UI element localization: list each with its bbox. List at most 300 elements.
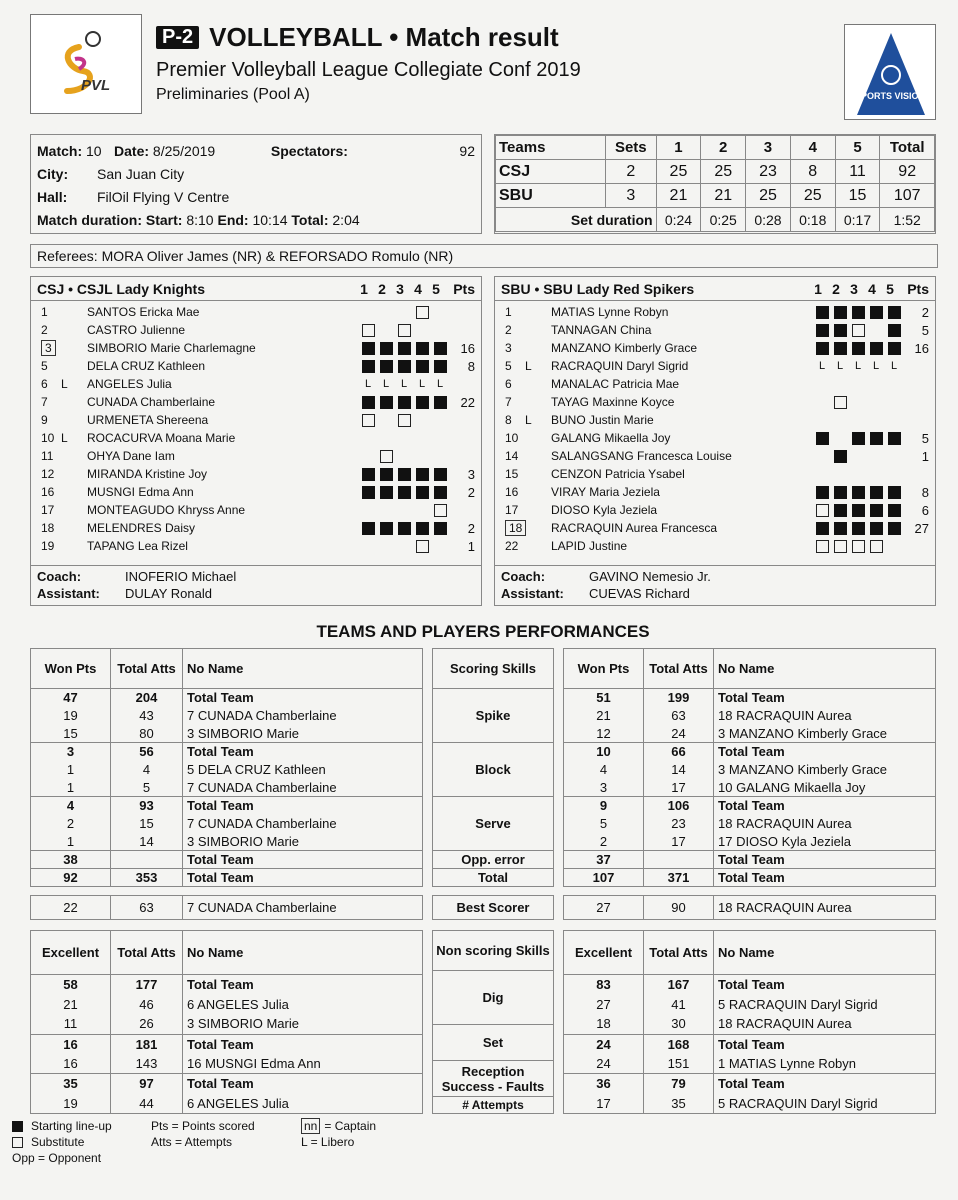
player-number: 2 [41,323,48,337]
sets-header: 4 [790,136,835,160]
player-name: MONTEAGUDO Khryss Anne [87,503,246,517]
set-cell [849,449,867,463]
player-number: 12 [41,467,55,481]
player-number: 16 [41,485,55,499]
set-cell [885,377,903,391]
player-row [31,483,481,501]
player-name: ROCACURVA Moana Marie [87,431,236,445]
starter-square-icon [377,395,395,409]
sets-table [494,134,936,234]
player-name: MATIAS Lynne Robyn [551,305,669,319]
set-cell [813,449,831,463]
starter-square-icon [377,467,395,481]
set-cell: L [436,378,444,390]
pvl-logo [30,14,142,114]
set-cell: L [836,360,844,372]
performance-table: Won Pts Total Atts No Name 47 204 Total Team 19 43 7 CUNADA Chamberlaine 15 80 3 SIMBORIO Marie 3 56 Total Team 1 4 5 DELA CRUZ Kathleen 1 5 7 CUNADA Chamberlaine 4 93 Total Team 2 15 7 CUNADA Chamberlaine 1 14 3 SIMBORIO Marie 38 Total Team 92 353 Total Team [30,648,423,887]
set-cell [395,539,413,553]
performance-row: 12 24 3 MANZANO Kimberly Grace [564,725,936,743]
set-cell [359,305,377,319]
set-cell [431,323,449,337]
set-cell [413,503,431,517]
set-cell: L [890,360,898,372]
skill-label: Total [433,869,554,887]
performance-row: 18 30 18 RACRAQUIN Aurea [564,1014,936,1034]
player-number: 17 [505,503,519,517]
spectators-label: Spectators: [270,142,348,159]
starter-square-icon [359,341,377,355]
starter-square-icon [813,305,831,319]
performance-row: 36 79 Total Team [564,1074,936,1094]
set-cell [413,413,431,427]
coach-name: INOFERIO Michael [125,569,237,584]
sets-header: Sets [606,136,657,160]
player-number: 5 [41,359,48,373]
performance-row: 19 44 6 ANGELES Julia [31,1094,423,1114]
performance-row: 2 17 17 DIOSO Kyla Jeziela [564,833,936,851]
start-label: Start: [145,211,183,228]
set-cell [431,431,449,445]
performance-table: Excellent Total Atts No Name 83 167 Total Team 27 41 5 RACRAQUIN Daryl Sigrid 18 30 18 RACRAQUIN Aurea 24 168 Total Team 24 151 1 MATIAS Lynne Robyn 36 79 Total Team 17 35 5 RACRAQUIN Daryl Sigrid [563,930,936,1114]
starter-square-icon [413,341,431,355]
player-name: CENZON Patricia Ysabel [551,467,685,481]
set-cell [377,431,395,445]
performance-row: 92 353 Total Team [31,869,423,887]
player-name: CUNADA Chamberlaine [87,395,216,409]
performance-row: 47 204 Total Team [31,689,423,707]
hall-label: Hall: [37,188,68,205]
player-name: DELA CRUZ Kathleen [87,359,206,373]
player-name: TAYAG Maxinne Koyce [551,395,675,409]
set-cell [885,395,903,409]
performance-row: 10 66 Total Team [564,743,936,761]
player-number: 19 [41,539,55,553]
performance-row: 51 199 Total Team [564,689,936,707]
sets-header: Teams [496,136,606,160]
starter-square-icon [849,305,867,319]
player-row [31,447,481,465]
player-row [495,393,935,411]
best-scorer-table: 22 63 7 CUNADA Chamberlaine [30,895,423,920]
starter-square-icon [813,341,831,355]
set-cell [431,449,449,463]
performance-row: 19 43 7 CUNADA Chamberlaine [31,707,423,725]
starter-square-icon [431,341,449,355]
starter-square-icon [413,359,431,373]
set-cell [377,323,395,337]
set-cell [377,539,395,553]
stage-name: Preliminaries (Pool A) [156,86,310,103]
player-points: 16 [460,340,475,356]
libero-mark: L [525,413,532,427]
performance-row: 58 177 Total Team [31,975,423,995]
set-cell [359,449,377,463]
assistant-name: CUEVAS Richard [589,586,690,601]
set-cell [867,413,885,427]
substitute-square-icon [831,395,849,409]
starter-square-icon [359,395,377,409]
player-points: 1 [467,538,475,554]
starter-square-icon [831,341,849,355]
player-number: 2 [505,323,512,337]
player-row [495,375,935,393]
set-cell [885,467,903,481]
team-name: CSJ • CSJL Lady Knights [37,280,206,297]
player-points: 22 [460,394,475,410]
performance-table: Won Pts Total Atts No Name 51 199 Total Team 21 63 18 RACRAQUIN Aurea 12 24 3 MANZANO Kimberly Grace 10 66 Total Team 4 14 3 MANZANO Kimberly Grace 3 17 10 GALANG Mikaella Joy 9 106 Total Team 5 23 18 RACRAQUIN Aurea 2 17 17 DIOSO Kyla Jeziela 37 Total Team 107 371 Total Team [563,648,936,887]
starter-square-icon [431,359,449,373]
starter-square-icon [849,503,867,517]
starter-square-icon [413,395,431,409]
match-number: 10 [86,142,102,159]
set-cell [395,431,413,445]
player-number: 17 [41,503,55,517]
player-points: 5 [921,430,929,446]
performance-row: 1 5 7 CUNADA Chamberlaine [31,779,423,797]
set-cell [413,431,431,445]
substitute-square-icon [377,449,395,463]
performance-table: Excellent Total Atts No Name 58 177 Total Team 21 46 6 ANGELES Julia 11 26 3 SIMBORIO Marie 16 181 Total Team 16 143 16 MUSNGI Edma Ann 35 97 Total Team 19 44 6 ANGELES Julia [30,930,423,1114]
player-number: 11 [41,449,54,463]
set-cell [849,377,867,391]
starter-square-icon [849,521,867,535]
player-number: 22 [505,539,519,553]
player-name: MANALAC Patricia Mae [551,377,680,391]
match-info [30,134,482,234]
starter-square-icon [377,359,395,373]
set-cell [377,413,395,427]
substitute-square-icon [359,413,377,427]
starter-square-icon [831,323,849,337]
player-name: BUNO Justin Marie [551,413,654,427]
player-row [495,483,935,501]
player-number: 1 [505,305,512,319]
set-cell: L [872,360,880,372]
player-row [495,429,935,447]
player-name: GALANG Mikaella Joy [551,431,671,445]
player-name: MELENDRES Daisy [87,521,196,535]
starter-square-icon [885,521,903,535]
player-row [31,411,481,429]
team-name: SBU • SBU Lady Red Spikers [501,280,695,297]
starter-square-icon [431,395,449,409]
sets-header: 3 [746,136,791,160]
player-number: 7 [505,395,512,409]
substitute-square-icon [413,305,431,319]
starter-square-icon [377,521,395,535]
substitute-square-icon [813,503,831,517]
city: San Juan City [97,165,185,182]
best-scorer-table: 27 90 18 RACRAQUIN Aurea [563,895,936,920]
player-name: RACRAQUIN Aurea Francesca [551,521,718,535]
logo-text: PVL [81,77,111,94]
player-name: TANNAGAN China [551,323,652,337]
set-cell [885,539,903,553]
performance-title: TEAMS AND PLAYERS PERFORMANCES [316,622,650,641]
set-cell: L [400,378,408,390]
performance-row: 3 17 10 GALANG Mikaella Joy [564,779,936,797]
duration-label: Match duration: [37,211,142,228]
performance-row: 21 63 18 RACRAQUIN Aurea [564,707,936,725]
player-row [495,411,935,429]
player-row [31,357,481,375]
skill-label: Serve [433,797,554,851]
performance-section [30,648,936,1114]
starter-square-icon [831,449,849,463]
performance-row: 4 93 Total Team [31,797,423,815]
set-cell [431,413,449,427]
starter-square-icon [867,431,885,445]
player-number: 9 [41,413,48,427]
set-cell [867,377,885,391]
set-cell [359,431,377,445]
set-cell: L [818,360,826,372]
player-points: 2 [467,520,475,536]
header [30,8,936,126]
player-number: 7 [41,395,48,409]
end-label: End: [217,211,249,228]
assistant-name: DULAY Ronald [125,586,212,601]
starter-square-icon [813,323,831,337]
skill-label: Opp. error [433,851,554,869]
triangle-logo-icon [855,31,927,117]
skills-column: Scoring Skills Spike Block Serve Opp. error Total [432,648,554,887]
player-list [495,301,935,565]
player-row [495,447,935,465]
team1-roster: CSJ • CSJL Lady Knights 1 2 3 4 5 Pts 1 SANTOS Ericka Mae 2 CASTRO Julienne 3 SIMBORIO Marie Charlemagne 16 5 DELA CRUZ Kathleen 8 6 L ANGELES Julia L L L L L 7 CUNADA Chamberlaine 22 9 URMENETA Shereena 10 L ROCACURVA Moana Marie 11 OHYA Dane Iam 12 MIRANDA Kristine Joy 3 16 MUSNGI Edma Ann 2 17 MONTEAGUDO Khryss Anne 18 MELENDRES Daisy 2 19 TAPANG Lea Rizel 1 Coach: INOFERIO Michael Assistant: DULAY Ronald [30,276,482,606]
starter-square-icon [359,467,377,481]
starter-square-icon [413,485,431,499]
sports-vision-logo [844,24,936,120]
set-cell [885,449,903,463]
player-points: 3 [467,466,475,482]
player-row [31,303,481,321]
set-cell [395,449,413,463]
player-number: 14 [505,449,519,463]
sets-header: 1 [656,136,701,160]
set-cell [359,503,377,517]
starter-square-icon [867,305,885,319]
player-number: 18 [495,521,545,535]
skill-label: Block [433,743,554,797]
total-label: Total: [291,211,329,228]
performance-row: 38 Total Team [31,851,423,869]
sets-header: Total [880,136,935,160]
city-label: City: [37,165,69,182]
match-date: 8/25/2019 [152,142,216,159]
starter-square-icon [359,485,377,499]
set-cell [813,377,831,391]
player-number: 8 L [505,413,532,427]
player-points: 8 [467,358,475,374]
starter-square-icon [431,485,449,499]
player-row [31,375,481,393]
coach-info: Coach: INOFERIO Michael Assistant: DULAY Ronald [31,565,481,605]
set-cell [813,395,831,409]
starter-square-icon [395,395,413,409]
player-number: 18 [41,521,55,535]
performance-row: 9 106 Total Team [564,797,936,815]
set-cell [377,305,395,319]
set-cell [885,413,903,427]
start-time: 8:10 [186,211,214,228]
end-time: 10:14 [252,211,288,228]
starter-square-icon [431,521,449,535]
player-points: 16 [914,340,929,356]
player-row [495,303,935,321]
league-name: Premier Volleyball League Collegiate Conf 2019 [156,59,581,81]
skill-label: Set [433,1025,554,1061]
starter-square-icon [395,467,413,481]
player-name: MANZANO Kimberly Grace [551,341,698,355]
player-row [495,537,935,555]
starter-square-icon [885,485,903,499]
player-row [495,339,935,357]
libero-mark: L [61,431,68,445]
performance-row: 11 26 3 SIMBORIO Marie [31,1014,423,1034]
player-points: 8 [921,484,929,500]
player-name: ANGELES Julia [87,377,172,391]
substitute-square-icon [431,503,449,517]
set-cell [813,413,831,427]
starter-square-icon [395,521,413,535]
starter-square-icon [377,485,395,499]
player-name: LAPID Justine [551,539,628,553]
skill-label: Reception Success - Faults [433,1061,554,1097]
substitute-square-icon [359,323,377,337]
skill-label: Spike [433,689,554,743]
starter-square-icon [831,485,849,499]
performance-row: 35 97 Total Team [31,1074,423,1094]
substitute-square-icon [831,539,849,553]
substitute-square-icon [867,539,885,553]
team-score-row: CSJ 2 25 25 23 8 11 92 [496,160,935,184]
player-row [495,501,935,519]
page-badge: P-2 [156,26,199,49]
starter-square-icon [867,503,885,517]
starter-square-icon [867,485,885,499]
referees: Referees: MORA Oliver James (NR) & REFORSADO Romulo (NR) [30,244,938,268]
performance-row: 3 56 Total Team [31,743,423,761]
performance-row: 16 181 Total Team [31,1034,423,1054]
player-name: DIOSO Kyla Jeziela [551,503,658,517]
starter-square-icon [831,305,849,319]
performance-row: 1 4 5 DELA CRUZ Kathleen [31,761,423,779]
set-cell [413,323,431,337]
player-name: MIRANDA Kristine Joy [87,467,208,481]
player-points: 2 [921,304,929,320]
player-number: 3 [31,341,81,355]
starter-square-icon [849,431,867,445]
player-name: SANTOS Ericka Mae [87,305,200,319]
starter-square-icon [813,431,831,445]
starter-square-icon [885,305,903,319]
set-cell [395,305,413,319]
set-cell [831,377,849,391]
team-score-row: SBU 3 21 21 25 25 15 107 [496,184,935,208]
player-number: 10 L [41,431,68,445]
set-cell [867,323,885,337]
starter-square-icon [867,521,885,535]
starter-square-icon [885,323,903,337]
starter-square-icon [885,341,903,355]
set-cell [413,449,431,463]
libero-mark: L [61,377,68,391]
set-cell: L [382,378,390,390]
performance-row: 83 167 Total Team [564,975,936,995]
set-cell [867,449,885,463]
set-cell: L [364,378,372,390]
starter-square-icon [395,485,413,499]
performance-row: 24 168 Total Team [564,1034,936,1054]
player-name: SALANGSANG Francesca Louise [551,449,732,463]
sets-header: 2 [701,136,746,160]
set-cell [377,503,395,517]
player-row [31,519,481,537]
set-cell [831,431,849,445]
player-row [31,321,481,339]
player-number: 1 [41,305,48,319]
performance-row: 15 80 3 SIMBORIO Marie [31,725,423,743]
player-name: CASTRO Julienne [87,323,186,337]
set-duration-row: Set duration 0:24 0:25 0:28 0:18 0:17 1:52 [496,208,935,232]
player-number: 3 [505,341,512,355]
player-number: 15 [505,467,519,481]
performance-row: 24 151 1 MATIAS Lynne Robyn [564,1054,936,1074]
set-cell [867,395,885,409]
starter-square-icon [359,359,377,373]
hall: FilOil Flying V Centre [97,188,230,205]
set-cell [395,503,413,517]
player-name: URMENETA Shereena [87,413,209,427]
page-title: VOLLEYBALL • Match result [209,22,559,52]
starter-square-icon [885,431,903,445]
starting-square-icon [12,1121,23,1132]
legend: Starting line-up Pts = Points scored nn = Captain Substitute Atts = Attempts L = Libero Opp = Opponent [12,1119,377,1165]
player-points: 2 [467,484,475,500]
performance-row: 21 46 6 ANGELES Julia [31,994,423,1014]
skills-column: Non scoring Skills Dig Set Reception Success - Faults # Attempts [432,930,554,1114]
match-label: Match: [37,142,83,159]
starter-square-icon [849,485,867,499]
starter-square-icon [413,467,431,481]
substitute-square-icon [395,413,413,427]
player-row [495,321,935,339]
player-list [31,301,481,565]
player-row [31,537,481,555]
starter-square-icon [849,341,867,355]
coach-info: Coach: GAVINO Nemesio Jr. Assistant: CUEVAS Richard [495,565,935,605]
player-number: 5 L [505,359,532,373]
set-cell [359,539,377,553]
set-cell [431,539,449,553]
player-number: 10 [505,431,519,445]
player-number: 6 L [41,377,68,391]
performance-row: 4 14 3 MANZANO Kimberly Grace [564,761,936,779]
player-points: 1 [921,448,929,464]
sv-text: SPORTS VISION [854,91,925,101]
starter-square-icon [431,467,449,481]
player-number: 16 [505,485,519,499]
starter-square-icon [885,503,903,517]
performance-row: 37 Total Team [564,851,936,869]
player-points: 5 [921,322,929,338]
substitute-square-icon [849,323,867,337]
skill-label: Dig [433,971,554,1025]
performance-row: 27 41 5 RACRAQUIN Daryl Sigrid [564,994,936,1014]
set-cell: L [418,378,426,390]
set-cell [849,395,867,409]
